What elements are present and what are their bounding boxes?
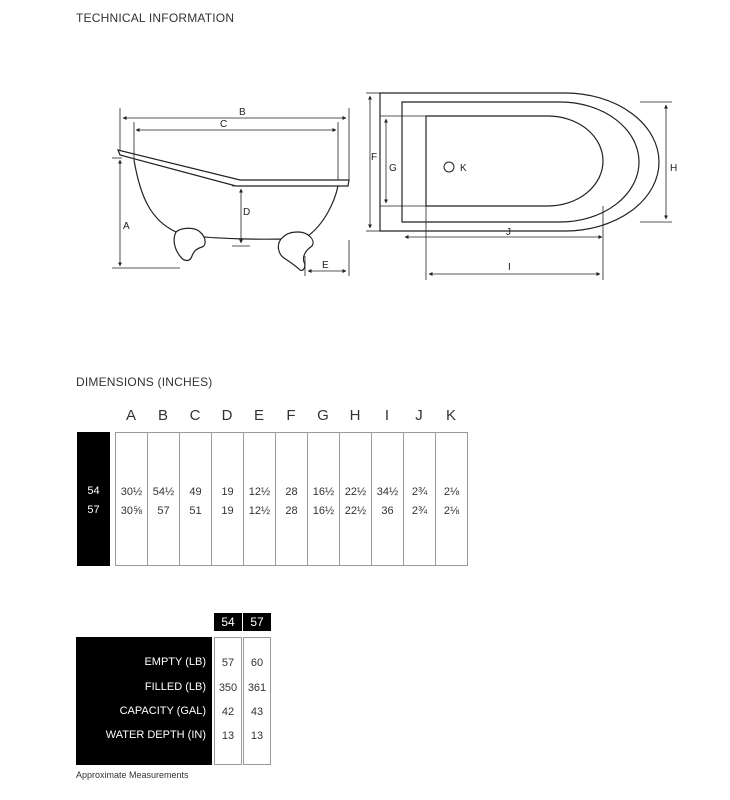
value-i-54: 34½ xyxy=(376,486,399,498)
column-letter-h: H xyxy=(349,407,361,424)
tub-side-view xyxy=(118,150,349,270)
top-view-dimension-lines xyxy=(366,93,672,280)
value-e-57: 12½ xyxy=(248,505,271,517)
label-c: C xyxy=(220,119,228,130)
weights-value: 350 xyxy=(218,682,238,694)
value-c-54: 49 xyxy=(189,486,202,498)
value-j-57: 2¾ xyxy=(411,505,428,517)
weights-value: 42 xyxy=(221,706,235,718)
label-e: E xyxy=(322,260,329,271)
value-k-57: 2⅛ xyxy=(443,505,460,517)
bathtub-technical-drawing xyxy=(0,0,730,300)
dimension-column-j xyxy=(403,432,436,566)
weights-header-54: 54 xyxy=(214,613,242,631)
label-h: H xyxy=(670,163,678,174)
size-column xyxy=(77,432,110,566)
technical-information-heading: TECHNICAL INFORMATION xyxy=(76,11,235,25)
label-k: K xyxy=(460,163,467,174)
column-letter-j: J xyxy=(415,407,423,424)
dimension-column-a xyxy=(115,432,148,566)
value-h-54: 22½ xyxy=(344,486,367,498)
column-letter-f: F xyxy=(286,407,296,424)
size-54: 54 xyxy=(87,485,100,497)
label-g: G xyxy=(389,163,397,174)
dimension-column-k xyxy=(435,432,468,566)
dimension-column-b xyxy=(147,432,180,566)
column-letter-d: D xyxy=(221,407,233,424)
weights-label-water-depth: WATER DEPTH (IN) xyxy=(105,729,206,741)
approximate-measurements-note: Approximate Measurements xyxy=(76,770,189,780)
dimension-column-d xyxy=(211,432,244,566)
value-b-57: 57 xyxy=(157,505,170,517)
weights-label-empty: EMPTY (LB) xyxy=(144,656,206,668)
dimension-column-e xyxy=(243,432,276,566)
label-a: A xyxy=(123,221,130,232)
tub-top-view xyxy=(380,93,659,231)
column-letter-i: I xyxy=(384,407,390,424)
weights-value: 361 xyxy=(247,682,267,694)
weights-column-54 xyxy=(214,637,242,765)
label-d: D xyxy=(243,207,251,218)
label-j: J xyxy=(506,227,511,238)
value-j-54: 2¾ xyxy=(411,486,428,498)
weights-value: 13 xyxy=(250,730,264,742)
dimension-column-c xyxy=(179,432,212,566)
value-a-57: 30⅝ xyxy=(120,505,143,517)
weights-value: 57 xyxy=(221,657,235,669)
column-letter-g: G xyxy=(317,407,329,424)
value-i-57: 36 xyxy=(381,505,394,517)
value-e-54: 12½ xyxy=(248,486,271,498)
dimension-column-i xyxy=(371,432,404,566)
weights-label-column xyxy=(76,637,212,765)
dimension-column-g xyxy=(307,432,340,566)
side-view-dimension-lines xyxy=(112,108,349,276)
value-f-57: 28 xyxy=(285,505,298,517)
value-h-57: 22½ xyxy=(344,505,367,517)
value-g-57: 16½ xyxy=(312,505,335,517)
column-letter-c: C xyxy=(189,407,201,424)
label-f: F xyxy=(371,152,378,163)
label-b: B xyxy=(239,107,246,118)
weights-value: 13 xyxy=(221,730,235,742)
value-d-57: 19 xyxy=(221,505,234,517)
column-letter-k: K xyxy=(445,407,456,424)
dimensions-heading: DIMENSIONS (INCHES) xyxy=(76,375,213,389)
weights-value: 60 xyxy=(250,657,264,669)
value-c-57: 51 xyxy=(189,505,202,517)
weights-label-filled: FILLED (LB) xyxy=(144,681,206,693)
value-b-54: 54½ xyxy=(152,486,175,498)
column-letter-b: B xyxy=(157,407,168,424)
dimension-column-f xyxy=(275,432,308,566)
value-k-54: 2⅛ xyxy=(443,486,460,498)
column-letter-e: E xyxy=(253,407,264,424)
weights-label-capacity: CAPACITY (GAL) xyxy=(119,705,206,717)
value-f-54: 28 xyxy=(285,486,298,498)
weights-value: 43 xyxy=(250,706,264,718)
value-d-54: 19 xyxy=(221,486,234,498)
weights-header-57: 57 xyxy=(243,613,271,631)
label-i: I xyxy=(508,262,511,273)
value-a-54: 30½ xyxy=(120,486,143,498)
weights-column-57 xyxy=(243,637,271,765)
dimension-column-h xyxy=(339,432,372,566)
column-letter-a: A xyxy=(125,407,136,424)
value-g-54: 16½ xyxy=(312,486,335,498)
size-57: 57 xyxy=(87,504,100,516)
